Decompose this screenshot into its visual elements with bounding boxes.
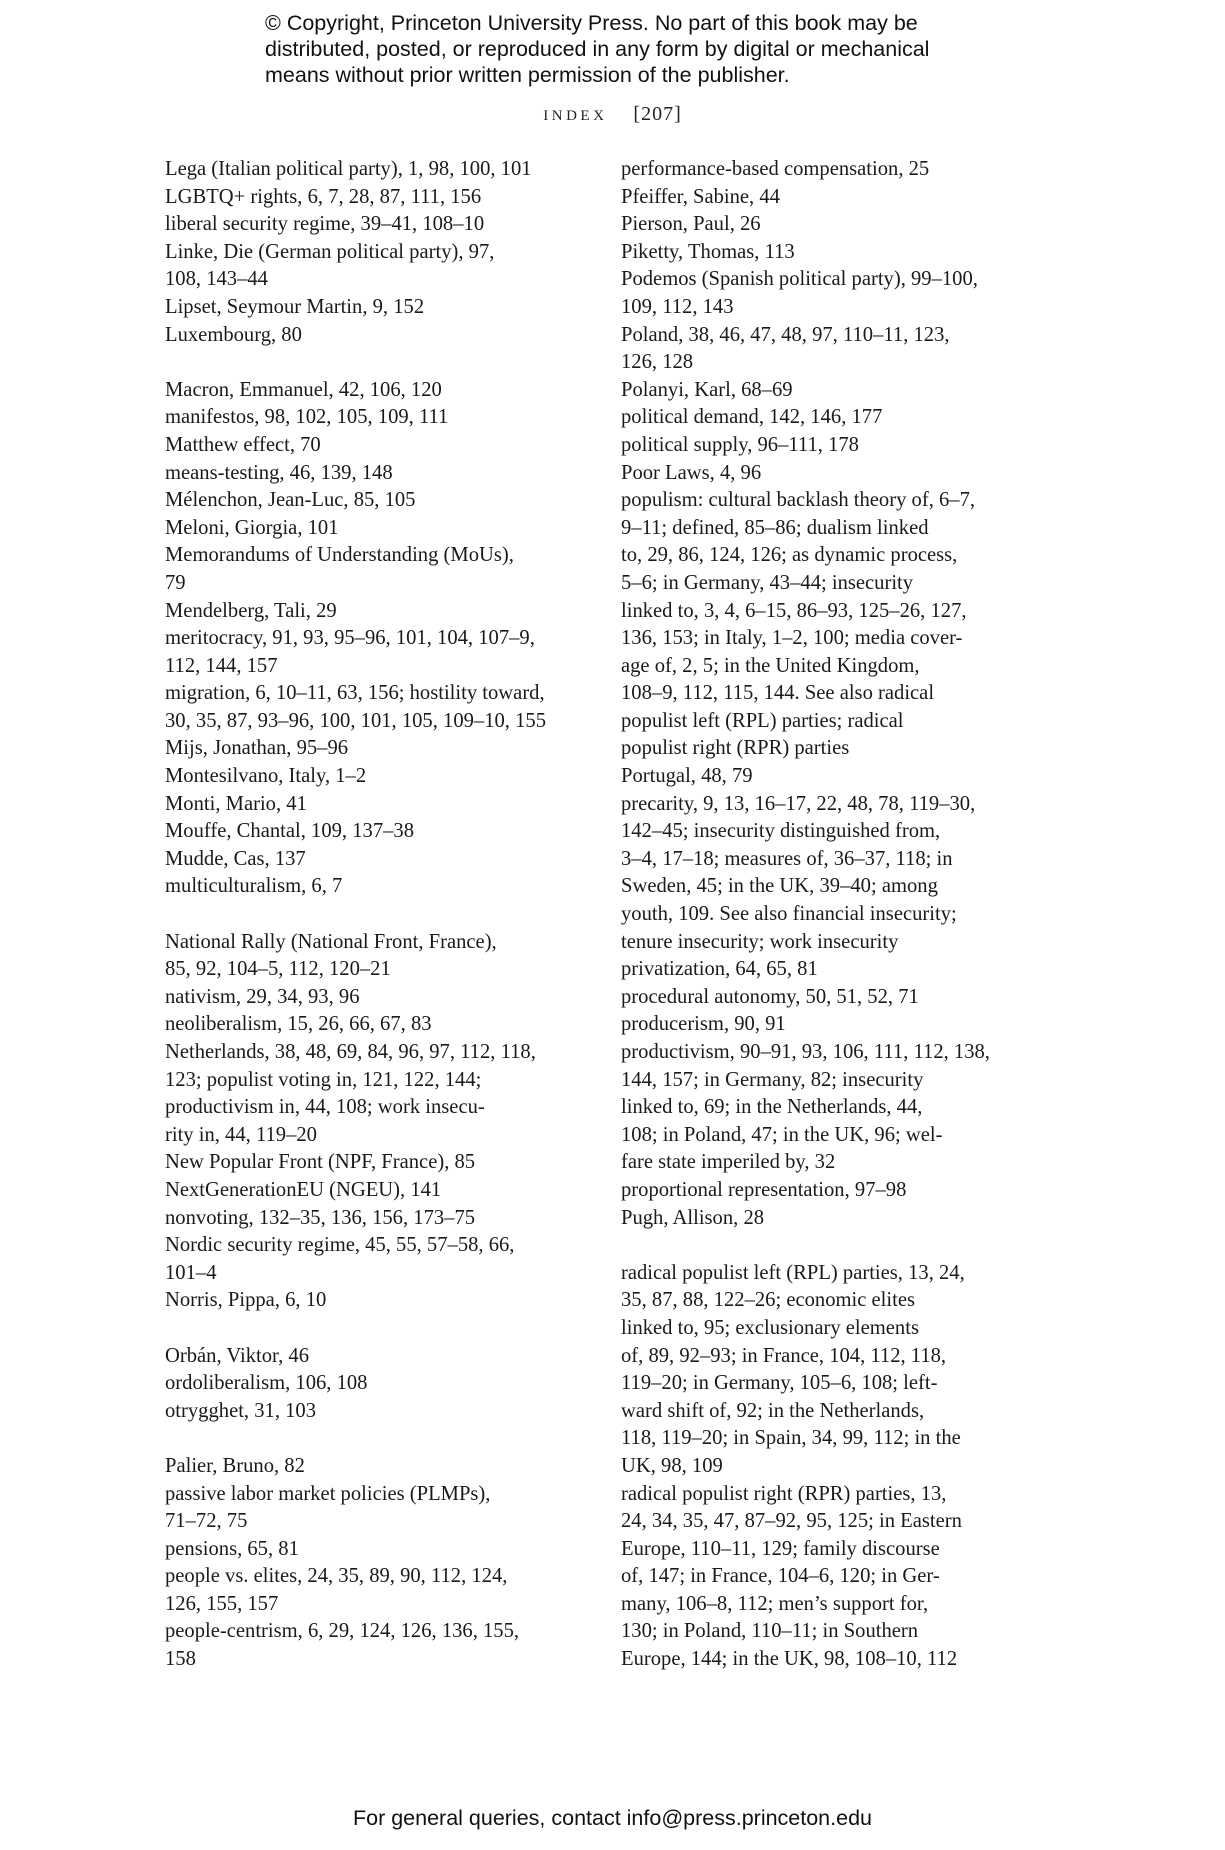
- page-number: [207]: [633, 103, 682, 125]
- index-entry-line: 118, 119–20; in Spain, 34, 99, 112; in the: [621, 1427, 961, 1450]
- index-entry-line: fare state imperiled by, 32: [621, 1151, 836, 1174]
- index-entry: [165, 680, 595, 735]
- index-entry-line: 158: [165, 1648, 196, 1671]
- footer-contact: For general queries, contact info@press.princeton.edu: [352, 1806, 872, 1830]
- index-entry-line: Pierson, Paul, 26: [621, 213, 761, 236]
- index-entry: [165, 542, 595, 597]
- index-entry-line: proportional representation, 97–98: [621, 1178, 907, 1201]
- index-entry-line: UK, 98, 109: [621, 1454, 723, 1477]
- index-column-right: [621, 156, 1051, 1674]
- index-entry-line: Lipset, Seymour Martin, 9, 152: [165, 295, 425, 318]
- index-entry-line: Palier, Bruno, 82: [165, 1454, 305, 1477]
- index-entry-line: Mendelberg, Tali, 29: [165, 599, 337, 622]
- index-entry-line: Orbán, Viktor, 46: [165, 1344, 309, 1367]
- index-entry-line: political demand, 142, 146, 177: [621, 406, 883, 429]
- index-entry: [165, 1343, 595, 1371]
- index-entry-line: ward shift of, 92; in the Netherlands,: [621, 1399, 925, 1422]
- index-entry: [165, 377, 595, 405]
- index-entry: [165, 404, 595, 432]
- index-entry-line: privatization, 64, 65, 81: [621, 958, 818, 981]
- index-entry: [621, 404, 1051, 432]
- index-entry-line: Podemos (Spanish political party), 99–100,: [621, 268, 978, 291]
- index-entry-line: Nordic security regime, 45, 55, 57–58, 66,: [165, 1234, 515, 1257]
- index-entry: [165, 460, 595, 488]
- index-entry-line: 123; populist voting in, 121, 122, 144;: [165, 1068, 482, 1091]
- index-entry-line: 142–45; insecurity distinguished from,: [621, 820, 941, 843]
- index-entry: [621, 1481, 1051, 1674]
- index-entry-line: Pugh, Allison, 28: [621, 1206, 765, 1229]
- index-entry-line: linked to, 95; exclusionary elements: [621, 1316, 919, 1339]
- copyright-line: distributed, posted, or reproduced in any form by digital or mechanical: [265, 37, 930, 61]
- index-entry-line: 24, 34, 35, 47, 87–92, 95, 125; in Eastern: [621, 1510, 962, 1533]
- index-entry-line: linked to, 69; in the Netherlands, 44,: [621, 1096, 923, 1119]
- index-entry-line: populist right (RPR) parties: [621, 737, 850, 760]
- index-entry-line: procedural autonomy, 50, 51, 52, 71: [621, 985, 919, 1008]
- index-entry-line: National Rally (National Front, France),: [165, 930, 497, 953]
- index-entry-line: Mélenchon, Jean-Luc, 85, 105: [165, 489, 416, 512]
- index-entry-line: manifestos, 98, 102, 105, 109, 111: [165, 406, 449, 429]
- index-entry-line: youth, 109. See also financial insecurity;: [621, 903, 957, 926]
- index-entry-line: Norris, Pippa, 6, 10: [165, 1289, 327, 1312]
- index-entry-line: rity in, 44, 119–20: [165, 1123, 317, 1146]
- index-entry: [621, 956, 1051, 984]
- index-entry-line: Montesilvano, Italy, 1–2: [165, 765, 367, 788]
- index-entry-line: Poor Laws, 4, 96: [621, 461, 762, 484]
- index-entry: [165, 1287, 595, 1315]
- index-entry-line: 79: [165, 571, 186, 594]
- index-entry: [165, 487, 595, 515]
- index-entry-line: 108; in Poland, 47; in the UK, 96; wel-: [621, 1123, 943, 1146]
- index-entry: [165, 763, 595, 791]
- index-entry-line: populism: cultural backlash theory of, 6–7,: [621, 489, 976, 512]
- index-entry-line: productivism in, 44, 108; work insecu-: [165, 1096, 485, 1119]
- index-entry: [621, 377, 1051, 405]
- index-entry-line: Meloni, Giorgia, 101: [165, 516, 339, 539]
- index-entry-line: New Popular Front (NPF, France), 85: [165, 1151, 476, 1174]
- index-entry-line: radical populist right (RPR) parties, 13,: [621, 1482, 947, 1505]
- index-entry: [165, 515, 595, 543]
- index-entry-line: NextGenerationEU (NGEU), 141: [165, 1178, 442, 1201]
- index-entry: [165, 818, 595, 846]
- index-entry: [165, 1398, 595, 1426]
- index-entry: [165, 1453, 595, 1481]
- index-entry-line: otrygghet, 31, 103: [165, 1399, 317, 1422]
- index-entry: [621, 487, 1051, 763]
- index-entry-line: Linke, Die (German political party), 97,: [165, 240, 495, 263]
- index-entry: [621, 984, 1051, 1012]
- index-entry: [165, 1177, 595, 1205]
- index-entry-line: Pfeiffer, Sabine, 44: [621, 185, 780, 208]
- index-entry: [621, 156, 1051, 184]
- index-entry-line: Mouffe, Chantal, 109, 137–38: [165, 820, 415, 843]
- index-entry-line: nonvoting, 132–35, 136, 156, 173–75: [165, 1206, 476, 1229]
- index-entry-line: to, 29, 86, 124, 126; as dynamic process,: [621, 544, 958, 567]
- index-entry-line: Memorandums of Understanding (MoUs),: [165, 544, 514, 567]
- index-entry: [621, 1260, 1051, 1481]
- index-entry-line: 108, 143–44: [165, 268, 268, 291]
- index-entry-line: Netherlands, 38, 48, 69, 84, 96, 97, 112, 118,: [165, 1041, 536, 1063]
- index-entry-line: precarity, 9, 13, 16–17, 22, 48, 78, 119–30,: [621, 792, 976, 815]
- index-entry: [621, 432, 1051, 460]
- index-entry-line: tenure insecurity; work insecurity: [621, 930, 899, 953]
- index-entry-line: performance-based compensation, 25: [621, 158, 930, 180]
- index-entry: [165, 184, 595, 212]
- index-entry-line: meritocracy, 91, 93, 95–96, 101, 104, 107–9,: [165, 627, 535, 650]
- index-entry-line: 85, 92, 104–5, 112, 120–21: [165, 958, 391, 981]
- index-entry: [165, 1563, 595, 1618]
- index-entry: [165, 432, 595, 460]
- index-entry: [621, 1039, 1051, 1177]
- index-entry: [165, 1205, 595, 1233]
- index-entry-line: 126, 128: [621, 351, 694, 374]
- index-entry-line: Lega (Italian political party), 1, 98, 100, 101: [165, 158, 532, 180]
- index-entry: [165, 1039, 595, 1149]
- index-entry: [165, 791, 595, 819]
- index-entry-line: Mijs, Jonathan, 95–96: [165, 737, 349, 760]
- index-entry: [621, 239, 1051, 267]
- copyright-line: © Copyright, Princeton University Press. No part of this book may be: [265, 11, 918, 35]
- index-entry: [165, 1536, 595, 1564]
- index-entry: [165, 294, 595, 322]
- index-entry: [165, 239, 595, 294]
- index-entry-line: Sweden, 45; in the UK, 39–40; among: [621, 875, 938, 898]
- index-entry-line: linked to, 3, 4, 6–15, 86–93, 125–26, 127,: [621, 599, 967, 622]
- index-entry-line: 9–11; defined, 85–86; dualism linked: [621, 516, 929, 539]
- index-entry-line: of, 89, 92–93; in France, 104, 112, 118,: [621, 1344, 947, 1367]
- index-entry: [621, 1011, 1051, 1039]
- index-entry-line: populist left (RPL) parties; radical: [621, 709, 904, 732]
- index-entry-line: 108–9, 112, 115, 144. See also radical: [621, 682, 935, 705]
- index-entry-line: neoliberalism, 15, 26, 66, 67, 83: [165, 1013, 432, 1036]
- index-entry-line: 71–72, 75: [165, 1510, 248, 1533]
- index-entry-line: 130; in Poland, 110–11; in Southern: [621, 1620, 919, 1643]
- index-entry-line: 136, 153; in Italy, 1–2, 100; media cover-: [621, 627, 963, 650]
- index-entry: [165, 1011, 595, 1039]
- index-entry-line: Poland, 38, 46, 47, 48, 97, 110–11, 123,: [621, 323, 950, 346]
- index-entry-line: Portugal, 48, 79: [621, 765, 753, 788]
- index-entry-line: Monti, Mario, 41: [165, 792, 307, 815]
- running-head-label: index: [543, 100, 608, 125]
- index-entry-line: 101–4: [165, 1261, 217, 1284]
- index-entry: [621, 211, 1051, 239]
- index-entry: [621, 791, 1051, 957]
- index-entry: [621, 322, 1051, 377]
- index-entry: [165, 1618, 595, 1673]
- index-entry-line: means-testing, 46, 139, 148: [165, 461, 393, 484]
- index-entry-line: Piketty, Thomas, 113: [621, 240, 795, 263]
- index-entry: [165, 211, 595, 239]
- index-entry: [165, 1232, 595, 1287]
- index-entry: [165, 846, 595, 874]
- index-entry-line: passive labor market policies (PLMPs),: [165, 1482, 491, 1505]
- index-entry: [165, 598, 595, 626]
- index-entry: [165, 1481, 595, 1536]
- index-entry: [165, 929, 595, 984]
- index-entry: [165, 873, 595, 901]
- index-entry-line: 112, 144, 157: [165, 654, 278, 677]
- index-entry-line: Luxembourg, 80: [165, 323, 302, 346]
- index-entry-line: Europe, 110–11, 129; family discourse: [621, 1537, 940, 1560]
- index-entry-line: people-centrism, 6, 29, 124, 126, 136, 155,: [165, 1620, 520, 1643]
- index-entry: [621, 184, 1051, 212]
- index-entry-line: of, 147; in France, 104–6, 120; in Ger-: [621, 1565, 940, 1588]
- index-entry-line: Polanyi, Karl, 68–69: [621, 378, 793, 401]
- index-column-left: [165, 156, 595, 1674]
- index-entry-line: productivism, 90–91, 93, 106, 111, 112, 138,: [621, 1041, 990, 1063]
- index-entry: [165, 625, 595, 680]
- index-entry: [165, 735, 595, 763]
- copyright-notice: [265, 10, 1025, 88]
- index-entry-line: Matthew effect, 70: [165, 433, 321, 456]
- index-entry-line: 144, 157; in Germany, 82; insecurity: [621, 1068, 924, 1091]
- index-entry: [621, 460, 1051, 488]
- index-entry-line: pensions, 65, 81: [165, 1537, 299, 1560]
- index-entry-line: age of, 2, 5; in the United Kingdom,: [621, 654, 920, 677]
- index-entry: [621, 266, 1051, 321]
- index-entry-line: 3–4, 17–18; measures of, 36–37, 118; in: [621, 847, 953, 870]
- index-entry: [621, 1205, 1051, 1233]
- index-entry-line: radical populist left (RPL) parties, 13, 24,: [621, 1261, 965, 1284]
- index-entry: [621, 1177, 1051, 1205]
- index-entry-line: 35, 87, 88, 122–26; economic elites: [621, 1289, 915, 1312]
- copyright-line: means without prior written permission of the publisher.: [265, 63, 790, 87]
- index-entry: [165, 984, 595, 1012]
- index-entry-line: multiculturalism, 6, 7: [165, 875, 343, 898]
- index-entry: [621, 763, 1051, 791]
- index-entry: [165, 156, 595, 184]
- index-entry-line: many, 106–8, 112; men’s support for,: [621, 1592, 929, 1615]
- index-entry-line: 30, 35, 87, 93–96, 100, 101, 105, 109–10, 155: [165, 709, 546, 732]
- index-entry-line: nativism, 29, 34, 93, 96: [165, 985, 360, 1008]
- index-entry-line: Mudde, Cas, 137: [165, 847, 306, 870]
- index-entry-line: 119–20; in Germany, 105–6, 108; left-: [621, 1372, 938, 1395]
- index-entry: [165, 1149, 595, 1177]
- index-entry-line: 109, 112, 143: [621, 295, 734, 318]
- index-entry: [165, 1370, 595, 1398]
- index-entry-line: Europe, 144; in the UK, 98, 108–10, 112: [621, 1648, 958, 1671]
- running-head: [0, 100, 1225, 126]
- index-entry-line: 5–6; in Germany, 43–44; insecurity: [621, 571, 914, 594]
- index-entry-line: people vs. elites, 24, 35, 89, 90, 112, 124,: [165, 1565, 508, 1588]
- index-entry-line: Macron, Emmanuel, 42, 106, 120: [165, 378, 442, 401]
- index-entry-line: liberal security regime, 39–41, 108–10: [165, 213, 485, 236]
- index-entry-line: LGBTQ+ rights, 6, 7, 28, 87, 111, 156: [165, 185, 482, 208]
- index-entry-line: political supply, 96–111, 178: [621, 433, 859, 456]
- index-entry-line: 126, 155, 157: [165, 1592, 279, 1615]
- index-entry-line: producerism, 90, 91: [621, 1013, 786, 1036]
- index-entry-line: ordoliberalism, 106, 108: [165, 1372, 368, 1395]
- index-entry: [165, 322, 595, 350]
- index-entry-line: migration, 6, 10–11, 63, 156; hostility toward,: [165, 682, 545, 705]
